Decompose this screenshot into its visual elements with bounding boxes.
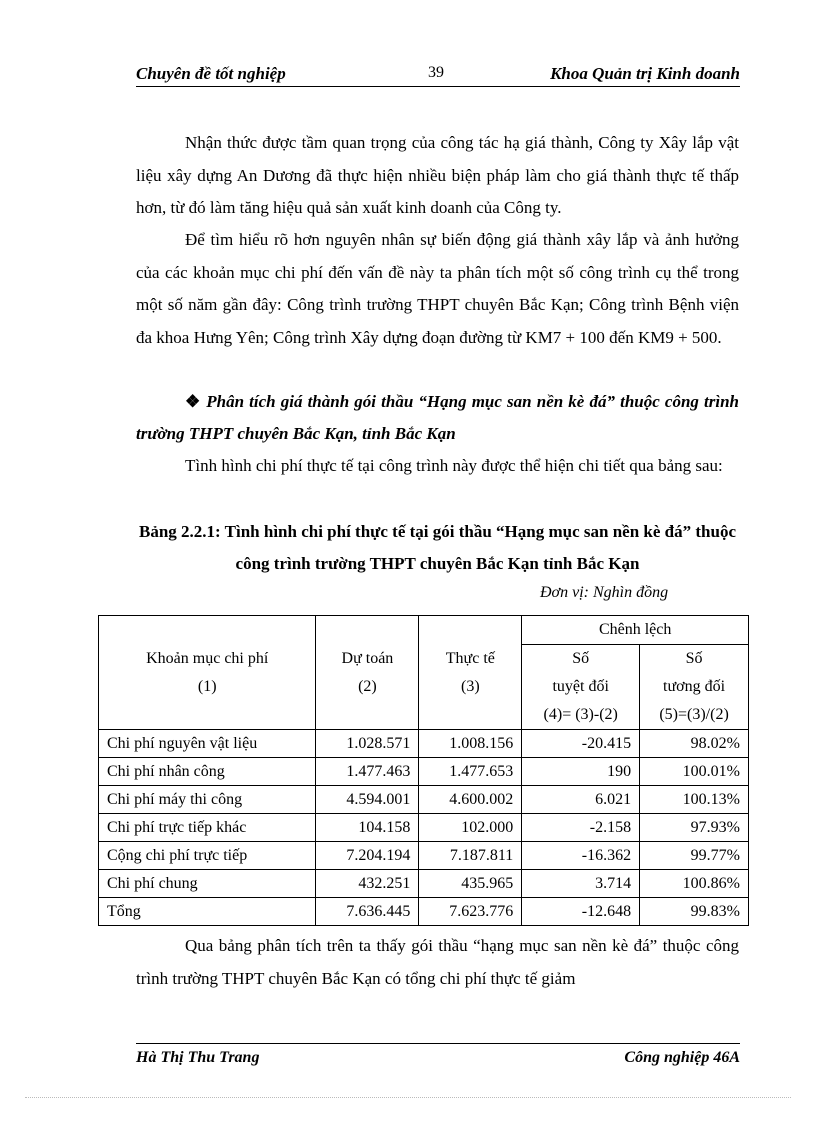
cost-table: [98, 615, 749, 926]
header-diff: Chênh lệch: [522, 616, 749, 645]
paragraph-3: Tình hình chi phí thực tế tại công trình này được thể hiện chi tiết qua bảng sau:: [185, 456, 723, 475]
table-row: Cộng chi phí trực tiếp 7.204.194 7.187.811 -16.362 99.77%: [99, 842, 749, 870]
table-caption: Bảng 2.2.1: Tình hình chi phí thực tế tại gói thầu “Hạng mục san nền kè đá” thuộc công trình trường THPT chuyên Bắc Kạn tỉnh Bắc Kạn: [139, 522, 736, 573]
footer-author: Hà Thị Thu Trang: [136, 1049, 260, 1066]
diamond-bullet-icon: ❖: [185, 392, 202, 411]
table-row: Chi phí nhân công 1.477.463 1.477.653 190 100.01%: [99, 758, 749, 786]
page-footer: [136, 1043, 740, 1066]
section-heading: [136, 386, 739, 450]
footer-class: Công nghiệp 46A: [624, 1049, 740, 1066]
section-heading-text: Phân tích giá thành gói thầu “Hạng mục san nền kè đá” thuộc công trình trường THPT chuyên Bắc Kạn, tỉnh Bắc Kạn: [136, 392, 739, 443]
table-row: Chi phí nguyên vật liệu 1.028.571 1.008.156 -20.415 98.02%: [99, 730, 749, 758]
header-rel: Số tương đối (5)=(3)/(2): [640, 645, 749, 730]
table-unit: Đơn vị: Nghìn đồng: [540, 584, 669, 601]
header-title: Chuyên đề tốt nghiệp: [136, 64, 286, 83]
bottom-divider: [25, 1097, 791, 1098]
header-abs: Số tuyệt đối (4)= (3)-(2): [522, 645, 640, 730]
table-row: Chi phí máy thi công 4.594.001 4.600.002 6.021 100.13%: [99, 786, 749, 814]
paragraph-2: Để tìm hiểu rõ hơn nguyên nhân sự biến động giá thành xây lắp và ảnh hưởng của các khoản mục chi phí đến vấn đề này ta phân tích một số công trình cụ thể trong một số năm gần đây: Công trình trường THPT chuyên Bắc Kạn; Công trình Bệnh viện đa khoa Hưng Yên; Công trình Xây dựng đoạn đường từ KM7 + 100 đến KM9 + 500.: [136, 230, 739, 347]
table-row: Chi phí chung 432.251 435.965 3.714 100.86%: [99, 870, 749, 898]
paragraph-1: Nhận thức được tầm quan trọng của công tác hạ giá thành, Công ty Xây lắp vật liệu xây dựng An Dương đã thực hiện nhiều biện pháp làm cho giá thành thực tế thấp hơn, từ đó làm tăng hiệu quả sản xuất kinh doanh của Công ty.: [136, 133, 739, 217]
header-department: Khoa Quản trị Kinh doanh: [550, 64, 740, 83]
header-item: Khoản mục chi phí (1): [99, 616, 316, 730]
table-row: Tổng 7.636.445 7.623.776 -12.648 99.83%: [99, 898, 749, 926]
paragraph-4: Qua bảng phân tích trên ta thấy gói thầu “hạng mục san nền kè đá” thuộc công trình trường THPT chuyên Bắc Kạn có tổng chi phí thực tế giảm: [136, 936, 739, 988]
table-row: Chi phí trực tiếp khác 104.158 102.000 -2.158 97.93%: [99, 814, 749, 842]
header-actual: Thực tế (3): [419, 616, 522, 730]
header-estimate: Dự toán (2): [316, 616, 419, 730]
page-header: [136, 64, 740, 87]
page-number: 39: [428, 64, 444, 81]
